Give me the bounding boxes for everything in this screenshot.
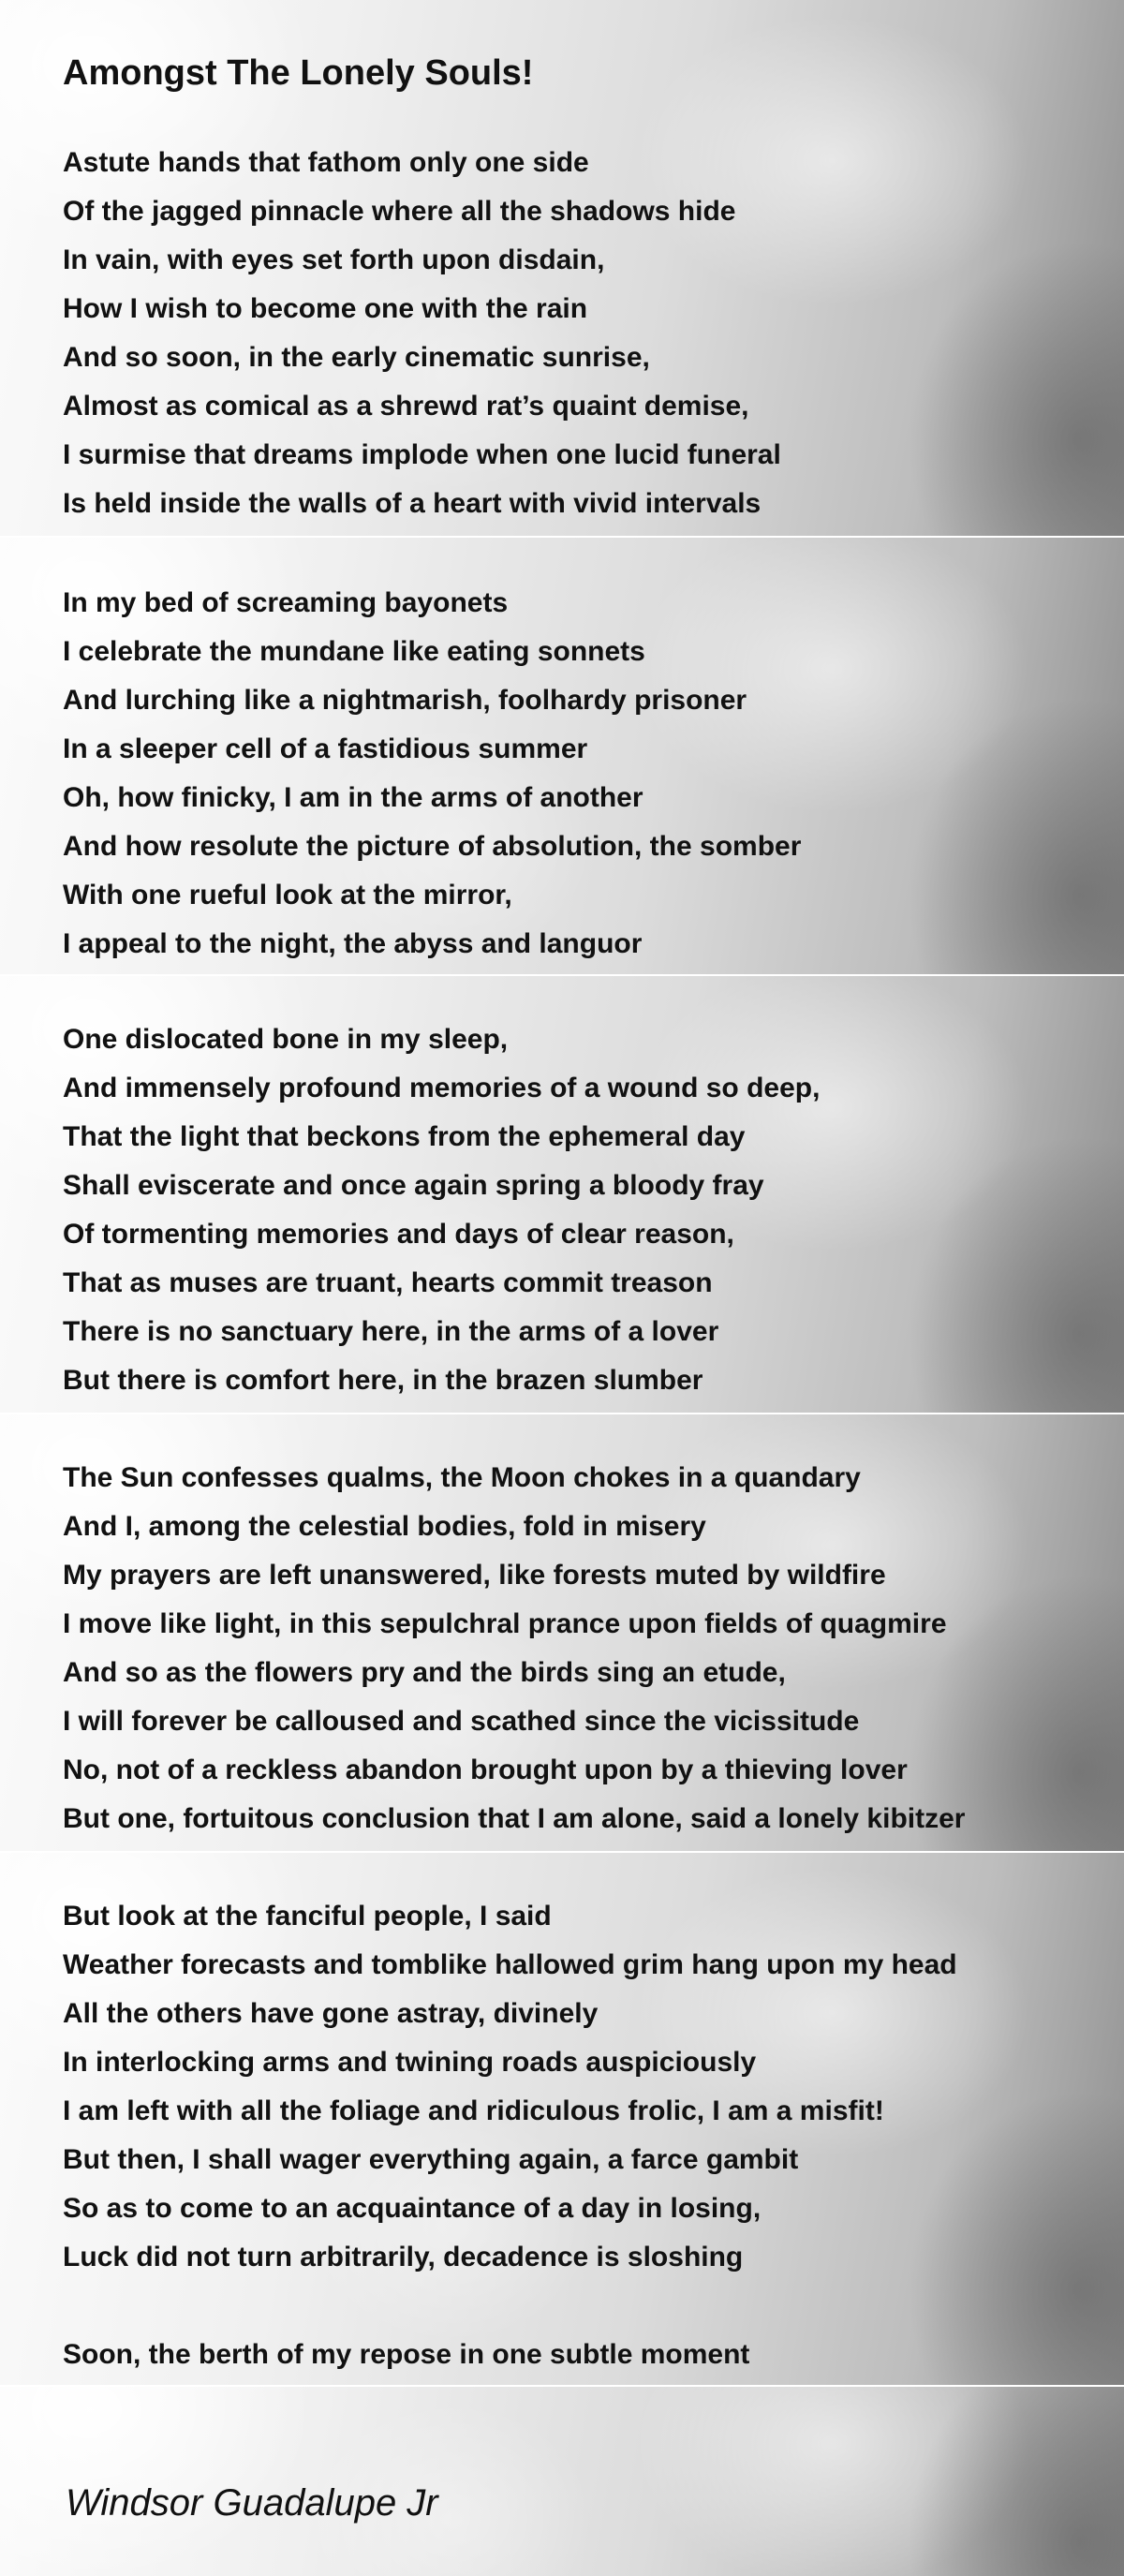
poem-line: I surmise that dreams implode when one lucid funeral [63, 439, 781, 470]
poem-line: And lurching like a nightmarish, foolhardy prisoner [63, 685, 747, 716]
stanza-break [63, 2282, 957, 2331]
poem-line: One dislocated bone in my sleep, [63, 1024, 509, 1055]
poem-line: Of tormenting memories and days of clear reason, [63, 1219, 734, 1250]
poem-line: In a sleeper cell of a fastidious summer [63, 733, 588, 764]
poem-line: That the light that beckons from the ephemeral day [63, 1121, 746, 1152]
poem-line: I move like light, in this sepulchral prance upon fields of quagmire [63, 1608, 947, 1639]
poem-line: So as to come to an acquaintance of a day in losing, [63, 2193, 762, 2224]
poem-line: Luck did not turn arbitrarily, decadence is sloshing [63, 2242, 744, 2273]
poem-line: Shall eviscerate and once again spring a bloody fray [63, 1170, 764, 1201]
author-panel [0, 2387, 1124, 2576]
poem-line: Almost as comical as a shrewd rat’s quaint demise, [63, 391, 749, 422]
poem-line: Is held inside the walls of a heart with vivid intervals [63, 488, 762, 519]
poem-line: Weather forecasts and tomblike hallowed grim hang upon my head [63, 1949, 957, 1980]
poem-line: But there is comfort here, in the brazen slumber [63, 1365, 703, 1396]
poem-line: Astute hands that fathom only one side [63, 147, 589, 178]
poem-panel-1 [0, 0, 1124, 536]
poem-final-line: Soon, the berth of my repose in one subtle moment [63, 2339, 750, 2370]
poem-line: I will forever be calloused and scathed since the vicissitude [63, 1706, 860, 1737]
stanza-4 [63, 1454, 965, 1843]
poem-line: There is no sanctuary here, in the arms of a lover [63, 1316, 719, 1347]
poem-line: No, not of a reckless abandon brought upon by a thieving lover [63, 1754, 908, 1785]
poem-author: Windsor Guadalupe Jr [66, 2482, 438, 2524]
poem-line: I appeal to the night, the abyss and languor [63, 928, 643, 959]
stanza-3 [63, 1015, 820, 1405]
poem-title: Amongst The Lonely Souls! [63, 53, 534, 93]
poem-line: With one rueful look at the mirror, [63, 880, 512, 910]
poem-line: And so soon, in the early cinematic sunrise, [63, 342, 650, 373]
poem-line: Of the jagged pinnacle where all the shadows hide [63, 196, 736, 227]
poem-line: But then, I shall wager everything again, a farce gambit [63, 2144, 799, 2175]
stanza-1 [63, 139, 781, 528]
poem-line: And how resolute the picture of absolution, the somber [63, 831, 802, 862]
poem-line: My prayers are left unanswered, like forests muted by wildfire [63, 1560, 886, 1591]
poem-line: In my bed of screaming bayonets [63, 587, 509, 618]
poem-line: And so as the flowers pry and the birds sing an etude, [63, 1657, 786, 1688]
poem-line: In vain, with eyes set forth upon disdain, [63, 244, 605, 275]
poem-line: But one, fortuitous conclusion that I am alone, said a lonely kibitzer [63, 1803, 966, 1834]
poem-line: All the others have gone astray, divinely [63, 1998, 599, 2029]
poem-line: The Sun confesses qualms, the Moon chokes in a quandary [63, 1462, 861, 1493]
poem-line: I am left with all the foliage and ridiculous frolic, I am a misfit! [63, 2095, 884, 2126]
poem-panel-2 [0, 538, 1124, 974]
poem-line: I celebrate the mundane like eating sonnets [63, 636, 645, 667]
poem-line: But look at the fanciful people, I said [63, 1901, 552, 1932]
poem-line: How I wish to become one with the rain [63, 293, 588, 324]
poem-line: In interlocking arms and twining roads auspiciously [63, 2047, 757, 2078]
poem-line: And immensely profound memories of a wound so deep, [63, 1073, 821, 1103]
poem-panel-5 [0, 1853, 1124, 2385]
stanza-5 [63, 1892, 957, 2379]
poem-line: And I, among the celestial bodies, fold in misery [63, 1511, 706, 1542]
poem-panel-4 [0, 1414, 1124, 1851]
poem-line: That as muses are truant, hearts commit treason [63, 1267, 713, 1298]
poem-line: Oh, how finicky, I am in the arms of another [63, 782, 643, 813]
stanza-2 [63, 579, 801, 969]
poem-panel-3 [0, 976, 1124, 1413]
